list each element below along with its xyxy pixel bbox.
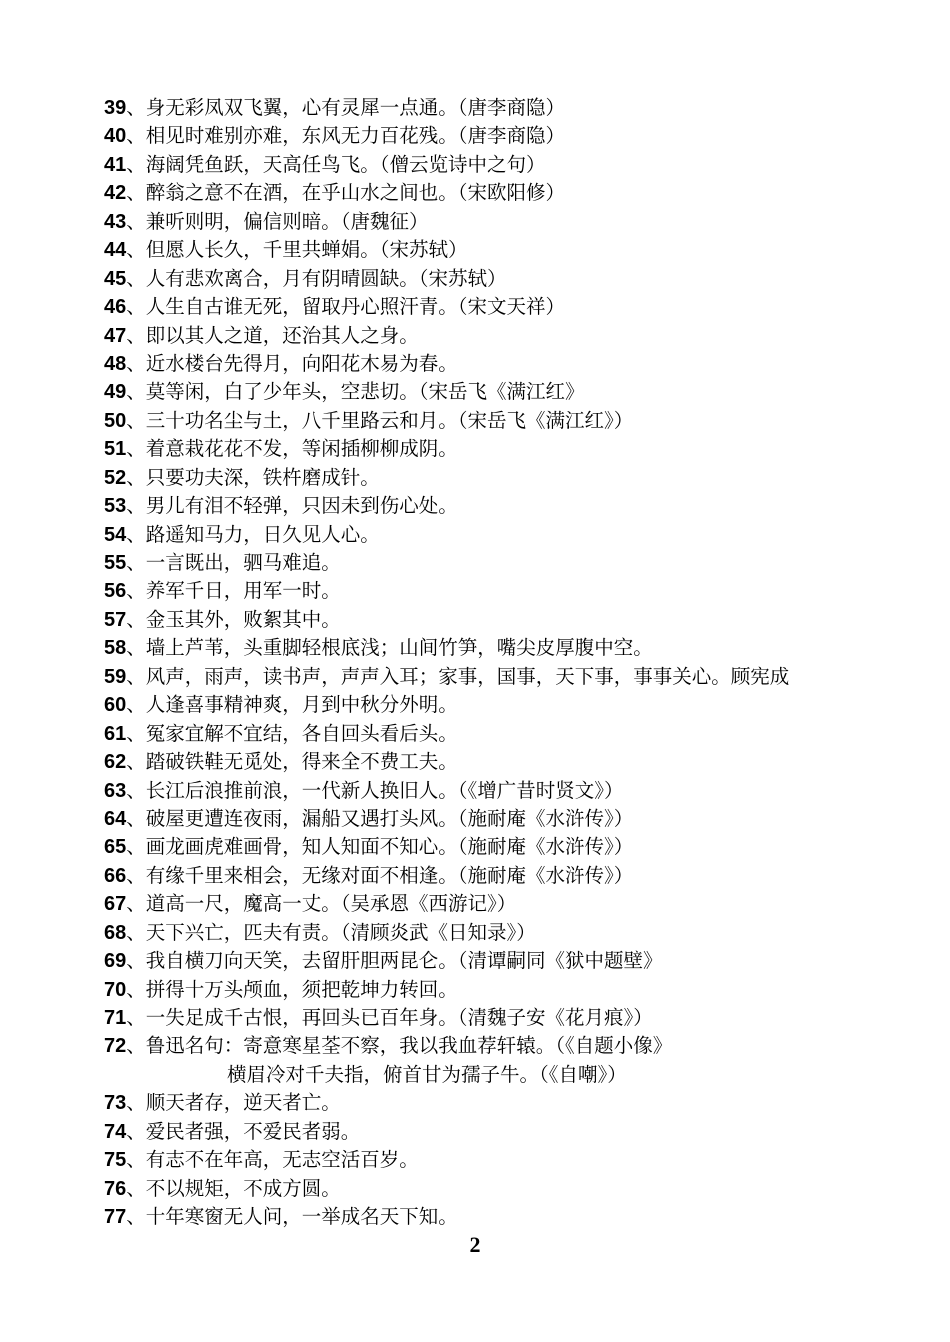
quote-line: [104, 179, 904, 207]
quote-line: [104, 1004, 904, 1032]
quote-number: 63: [104, 779, 127, 802]
quote-line: [104, 890, 904, 918]
quote-text: 、十年寒窗无人问，一举成名天下知。: [126, 1205, 458, 1229]
quote-line: [104, 1175, 904, 1203]
quote-line: [104, 805, 904, 833]
quote-line: [104, 151, 904, 179]
quote-number: 74: [104, 1120, 127, 1143]
quote-line: [104, 435, 904, 463]
quote-number: 71: [104, 1007, 127, 1029]
quote-text: 、冤家宜解不宜结，各自回头看后头。: [126, 721, 458, 745]
quote-number: 73: [104, 1092, 127, 1115]
quote-line: [104, 1146, 904, 1174]
quote-line: [104, 521, 904, 549]
quote-line: [104, 577, 904, 605]
quote-number: 61: [104, 722, 127, 745]
quote-text: 、有志不在年高，无志空活百岁。: [126, 1148, 419, 1172]
quote-text: 、墙上芦苇，头重脚轻根底浅；山间竹笋，嘴尖皮厚腹中空。: [126, 636, 653, 660]
quote-number: 57: [104, 608, 127, 631]
quote-number: 75: [104, 1149, 127, 1172]
quote-number: 41: [104, 153, 127, 176]
quote-number: 51: [104, 438, 127, 461]
quote-number: 62: [104, 751, 127, 774]
quote-line: [104, 634, 904, 662]
quote-text: 、爱民者强，不爱民者弱。: [126, 1119, 361, 1143]
quote-text: 、养军千日，用军一时。: [126, 579, 341, 603]
quote-line: [104, 492, 904, 520]
quote-number: 66: [104, 864, 127, 887]
quote-text: 、身无彩凤双飞翼，心有灵犀一点通。（唐李商隐）: [126, 96, 566, 119]
quote-number: 65: [104, 836, 127, 859]
quote-line: [104, 862, 904, 890]
quote-text: 、路遥知马力，日久见人心。: [126, 522, 380, 546]
quote-text: 、我自横刀向天笑，去留肝胆两昆仑。（清谭嗣同《狱中题壁》: [126, 949, 663, 973]
quote-line: [104, 777, 904, 805]
quote-number: 54: [104, 523, 127, 546]
quote-text: 、不以规矩，不成方圆。: [126, 1176, 341, 1200]
quote-number: 64: [104, 807, 127, 830]
quote-number: 52: [104, 466, 127, 489]
quote-text: 、男儿有泪不轻弹，只因未到伤心处。: [126, 494, 458, 518]
quote-text: 、破屋更遭连夜雨，漏船又遇打头风。（施耐庵《水浒传》）: [126, 806, 634, 830]
quote-text: 、长江后浪推前浪，一代新人换旧人。（《增广昔时贤文》）: [126, 778, 624, 802]
quote-line: [104, 691, 904, 719]
quote-text: 、三十功名尘与土，八千里路云和月。（宋岳飞《满江红》）: [126, 408, 634, 432]
quote-number: 58: [104, 637, 127, 660]
quote-text: 、兼听则明，偏信则暗。（唐魏征）: [126, 209, 429, 233]
quote-line: [104, 208, 904, 236]
quote-text: 、近水楼台先得月，向阳花木易为春。: [126, 351, 458, 375]
quote-number: 55: [104, 552, 127, 574]
quote-number: 76: [104, 1177, 127, 1200]
quote-number: 46: [104, 296, 127, 319]
quote-text: 、莫等闲，白了少年头，空悲切。（宋岳飞《满江红》: [126, 380, 585, 404]
quote-line-continuation: [104, 1061, 904, 1089]
quote-line: [104, 293, 904, 321]
quote-number: 53: [104, 495, 127, 518]
quote-line: [104, 1032, 904, 1060]
quote-line: [104, 122, 904, 150]
quote-number: 59: [104, 665, 127, 688]
quote-number: 69: [104, 950, 127, 973]
quote-line: [104, 919, 904, 947]
quote-text: 、鲁迅名句：寄意寒星荃不察，我以我血荐轩辕。（《自题小像》: [126, 1034, 673, 1058]
quote-number: 45: [104, 267, 127, 290]
quote-text: 、醉翁之意不在酒，在乎山水之间也。（宋欧阳修）: [126, 181, 566, 205]
quote-number: 72: [104, 1035, 127, 1058]
quote-list: [104, 94, 904, 1232]
quote-text: 、顺天者存，逆天者亡。: [126, 1091, 341, 1115]
quote-text: 、即以其人之道，还治其人之身。: [126, 323, 419, 347]
quote-text: 、风声，雨声，读书声，声声入耳；家事，国事，天下事，事事关心。顾宪成: [126, 664, 790, 688]
page-number: 2: [469, 1232, 481, 1257]
quote-line: [104, 833, 904, 861]
quote-text: 、一失足成千古恨，再回头已百年身。（清魏子安《花月痕》）: [126, 1006, 653, 1029]
quote-line: [104, 748, 904, 776]
quote-text: 、金玉其外，败絮其中。: [126, 607, 341, 631]
quote-line: [104, 1203, 904, 1231]
quote-line: [104, 322, 904, 350]
quote-text: 、但愿人长久，千里共蝉娟。（宋苏轼）: [126, 238, 468, 262]
quote-line: [104, 265, 904, 293]
quote-number: 44: [104, 239, 127, 262]
quote-text: 、人逢喜事精神爽，月到中秋分外明。: [126, 693, 458, 717]
quote-line: [104, 350, 904, 378]
quote-text: 、天下兴亡，匹夫有责。（清顾炎武《日知录》）: [126, 920, 536, 944]
quote-line: [104, 1118, 904, 1146]
quote-line: [104, 663, 904, 691]
quote-line: [104, 236, 904, 264]
quote-line: [104, 549, 904, 577]
quote-text: 、人生自古谁无死，留取丹心照汗青。（宋文天祥）: [126, 295, 566, 319]
quote-number: 48: [104, 352, 127, 375]
quote-line: [104, 606, 904, 634]
quote-line: [104, 720, 904, 748]
quote-text: 、着意栽花花不发，等闲插柳柳成阴。: [126, 437, 458, 461]
quote-text: 、海阔凭鱼跃，天高任鸟飞。（僧云览诗中之句）: [126, 152, 546, 176]
quote-number: 39: [104, 97, 127, 119]
quote-number: 50: [104, 409, 127, 432]
quote-line: [104, 378, 904, 406]
quote-text: 、画龙画虎难画骨，知人知面不知心。（施耐庵《水浒传》）: [126, 835, 634, 859]
quote-text: 、拼得十万头颅血，须把乾坤力转回。: [126, 977, 458, 1001]
quote-number: 68: [104, 921, 127, 944]
quote-number: 40: [104, 125, 127, 148]
quote-line: [104, 1089, 904, 1117]
quote-text: 、只要功夫深，铁杵磨成针。: [126, 465, 380, 489]
quote-number: 42: [104, 182, 127, 205]
quote-text: 、踏破铁鞋无觅处，得来全不费工夫。: [126, 750, 458, 774]
quote-line: [104, 976, 904, 1004]
quote-line: [104, 94, 904, 122]
quote-line: [104, 407, 904, 435]
quote-number: 77: [104, 1206, 127, 1229]
quote-text: 横眉冷对千夫指，俯首甘为孺子牛。（《自嘲》）: [227, 1062, 627, 1086]
quote-text: 、相见时难别亦难，东风无力百花残。（唐李商隐）: [126, 124, 566, 148]
quote-line: [104, 947, 904, 975]
quote-number: 49: [104, 381, 127, 404]
quote-text: 、道高一尺，魔高一丈。（吴承恩《西游记》）: [126, 892, 517, 916]
quote-number: 56: [104, 580, 127, 603]
quote-text: 、有缘千里来相会，无缘对面不相逢。（施耐庵《水浒传》）: [126, 863, 634, 887]
quote-number: 60: [104, 694, 127, 717]
quote-text: 、一言既出，驷马难追。: [126, 551, 341, 574]
quote-line: [104, 464, 904, 492]
quote-number: 47: [104, 324, 127, 347]
quote-text: 、人有悲欢离合，月有阴晴圆缺。（宋苏轼）: [126, 266, 507, 290]
quote-number: 43: [104, 210, 127, 233]
quote-number: 70: [104, 978, 127, 1001]
quote-number: 67: [104, 893, 127, 916]
